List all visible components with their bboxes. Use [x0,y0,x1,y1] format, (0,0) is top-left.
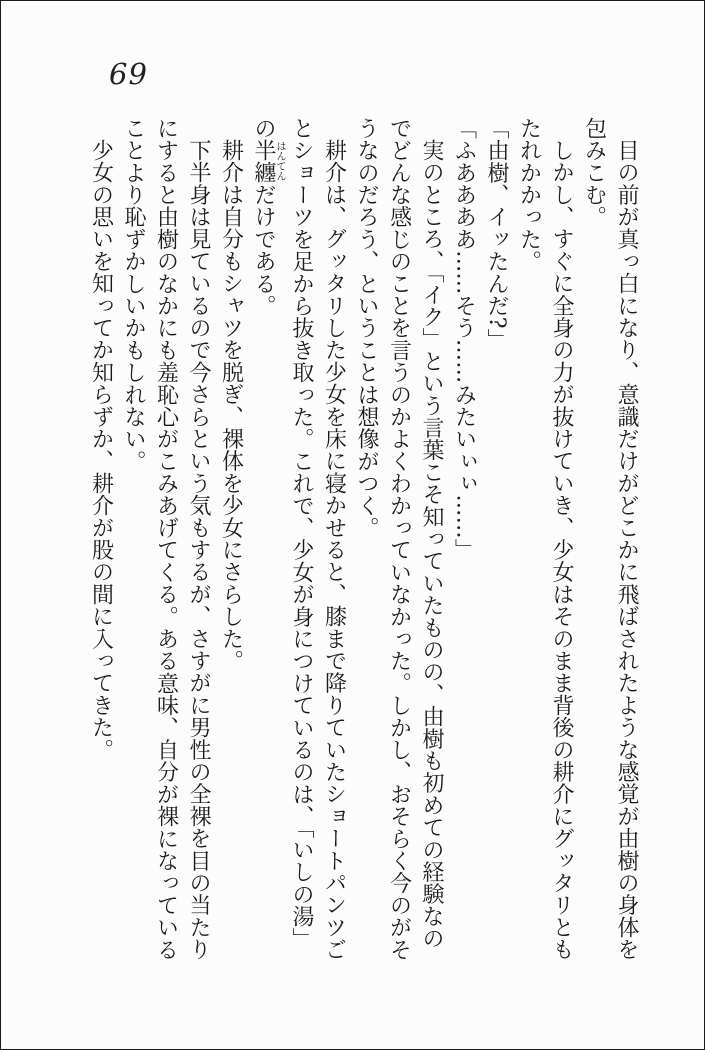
text-line-13: 耕介は自分もシャツを脱ぎ、裸体を少女にさらした。 [218,139,244,672]
page-number: 69 [109,57,148,91]
text-line-6-dialogue: 「ふああああ……そう……みたいぃぃ……」 [451,117,477,561]
text-line-3: しかし、すぐに全身の力が抜けていき、少女はそのまま背後の耕介にグッタリとも [549,139,574,961]
text-line-16: ことより恥ずかしいかもしれない。 [121,117,146,473]
ruby-base: 半纏 [251,139,276,184]
ruby-post-text: だけである。 [251,183,276,317]
text-line-7: 実のところ、「イク」という言葉こそ知っていたものの、由樹も初めての経験なの [419,139,444,950]
ruby-furigana: はんてん [274,139,285,184]
text-line-9: うなのだろう、ということは想像がつく。 [354,117,379,539]
text-line-14: 下半身は見ているので今さらという気もするが、さすがに男性の全裸を目の当たり [186,139,211,961]
ruby-pre-text: の [251,117,276,140]
text-line-10: 耕介は、グッタリした少女を床に寝かせると、膝まで降りていたショートパンツご [321,139,347,961]
text-line-4: たれかかった。 [516,117,542,273]
text-line-12-with-ruby [247,117,285,1025]
text-line-5-dialogue: 「由樹、イッたんだ?」 [484,117,509,351]
text-line-8: でどんな感じのことを言うのかよくわかっていなかった。しかし、おそらく今のがそ [386,117,412,961]
text-line-15: にすると由樹のなかにも羞恥心がこみあげてくる。ある意味、自分が裸になっている [153,117,179,961]
ruby-hanten [251,139,285,184]
vertical-text-block [84,117,642,1025]
text-line-2: 包みこむ。 [581,117,607,228]
text-line-11: とショーツを足から抜き取った。これで、少女が身につけているのは、「いしの湯」 [289,117,314,950]
text-line-17: 少女の思いを知ってか知らずか、耕介が股の間に入ってきた。 [88,139,114,761]
text-line-1: 目の前が真っ白になり、意識だけがどこかに飛ばされたような感覚が由樹の身体を [614,139,639,961]
